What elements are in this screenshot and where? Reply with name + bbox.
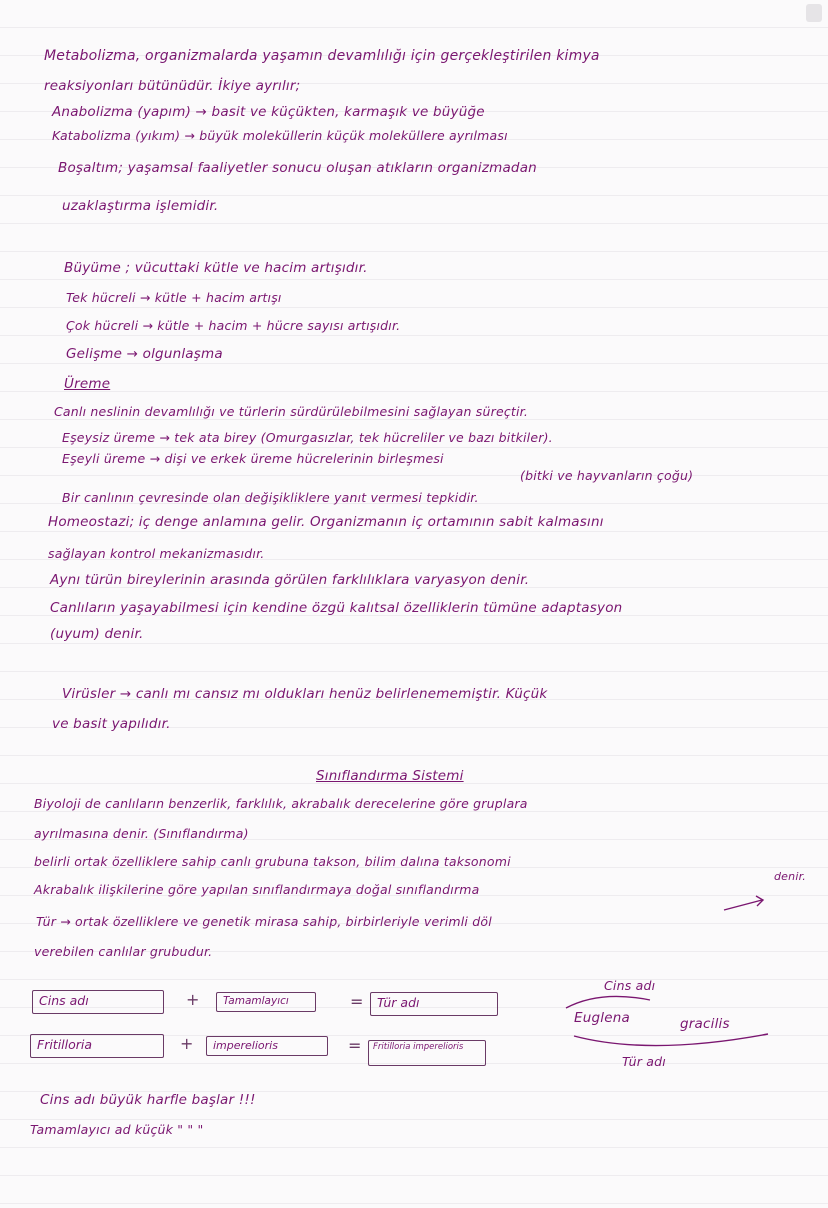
plus-sign-1: +	[186, 990, 200, 1009]
text-line-metabolizma: Metabolizma, organizmalarda yaşamın devamlılığı için gerçekleştirilen kimya	[44, 48, 600, 64]
text-line-verebilen: verebilen canlılar grubudur.	[34, 944, 213, 959]
text-line-tamamlayici-kucuk: Tamamlayıcı ad küçük " " "	[30, 1122, 204, 1137]
label-tur-adi: Tür adı	[622, 1054, 666, 1069]
box-fritilloria: Fritilloria	[30, 1034, 164, 1058]
section-title-siniflandirma: Sınıflandırma Sistemi	[316, 768, 464, 784]
species-brace-stroke	[574, 1034, 768, 1046]
text-line-bosaltim: Boşaltım; yaşamsal faaliyetler sonucu oluşan atıkların organizmadan	[58, 160, 537, 176]
text-line-ureme-title: Üreme	[64, 376, 111, 392]
label-cins-adi: Cins adı	[604, 978, 656, 993]
text-line-ayrilmasina: ayrılmasına denir. (Sınıflandırma)	[34, 826, 249, 841]
text-line-buyume: Büyüme ; vücuttaki kütle ve hacim artışıdır.	[64, 260, 368, 276]
text-line-katabolizma: Katabolizma (yıkım) → büyük moleküllerin küçük moleküllere ayrılması	[52, 128, 508, 143]
text-line-homeostazi: Homeostazi; iç denge anlamına gelir. Organizmanın iç ortamının sabit kalmasını	[48, 514, 604, 530]
text-line-kontrol-mekanizmasi: sağlayan kontrol mekanizmasıdır.	[48, 546, 265, 561]
text-line-virusler: Virüsler → canlı mı cansız mı oldukları henüz belirlenememiştir. Küçük	[62, 686, 548, 702]
text-line-tur: Tür → ortak özelliklere ve genetik mirasa sahip, birbirleriyle verimli döl	[36, 914, 492, 929]
text-line-canli-neslinin: Canlı neslinin devamlılığı ve türlerin sürdürülebilmesini sağlayan süreçtir.	[54, 404, 529, 419]
box-tamamlayici: Tamamlayıcı	[216, 992, 316, 1012]
text-line-cins-adi-buyuk: Cins adı büyük harfle başlar !!!	[40, 1092, 256, 1108]
text-line-anabolizma: Anabolizma (yapım) → basit ve küçükten, karmaşık ve büyüğe	[52, 104, 485, 120]
text-line-eseyli-ureme: Eşeyli üreme → dişi ve erkek üreme hücrelerinin birleşmesi	[62, 451, 444, 466]
text-line-tek-hucreli: Tek hücreli → kütle + hacim artışı	[66, 290, 282, 305]
text-line-eseysiz-ureme: Eşeysiz üreme → tek ata birey (Omurgasızlar, tek hücreliler ve bazı bitkiler).	[62, 430, 553, 445]
genus-brace-stroke	[566, 996, 650, 1008]
text-line-tepki: Bir canlının çevresinde olan değişikliklere yanıt vermesi tepkidir.	[62, 490, 479, 505]
text-line-gelisme: Gelişme → olgunlaşma	[66, 346, 223, 362]
text-line-varyasyon: Aynı türün bireylerinin arasında görülen farklılıklara varyasyon denir.	[50, 572, 530, 588]
text-line-reaksiyonlar: reaksiyonları bütünüdür. İkiye ayrılır;	[44, 78, 301, 94]
text-line-uyum: (uyum) denir.	[50, 626, 144, 642]
arrow-stroke	[724, 900, 762, 910]
box-cins-adi: Cins adı	[32, 990, 164, 1014]
box-fritilloria-imperelioris: Fritilloria imperelioris	[368, 1040, 486, 1066]
text-line-denir: denir.	[774, 870, 806, 883]
text-line-uzaklastirma: uzaklaştırma işlemidir.	[62, 198, 219, 214]
plus-sign-2: +	[180, 1034, 194, 1053]
box-imperelioris: imperelioris	[206, 1036, 328, 1056]
text-line-adaptasyon: Canlıların yaşayabilmesi için kendine özgü kalıtsal özelliklerin tümüne adaptasyon	[50, 600, 623, 616]
equals-sign-1: =	[350, 992, 364, 1011]
text-line-bitki-hayvan: (bitki ve hayvanların çoğu)	[520, 468, 694, 483]
text-line-biyoloji: Biyoloji de canlıların benzerlik, farklılık, akrabalık derecelerine göre gruplara	[34, 796, 528, 811]
example-epithet-gracilis: gracilis	[680, 1016, 730, 1032]
equals-sign-2: =	[348, 1036, 362, 1055]
example-genus-euglena: Euglena	[574, 1010, 630, 1026]
text-line-takson: belirli ortak özelliklere sahip canlı grubuna takson, bilim dalına taksonomi	[34, 854, 511, 869]
box-tur-adi: Tür adı	[370, 992, 498, 1016]
text-line-akrabalik: Akrabalık ilişkilerine göre yapılan sınıflandırmaya doğal sınıflandırma	[34, 882, 480, 897]
text-line-basit-yapili: ve basit yapılıdır.	[52, 716, 171, 732]
text-line-cok-hucreli: Çok hücreli → kütle + hacim + hücre sayısı artışıdır.	[66, 318, 401, 333]
